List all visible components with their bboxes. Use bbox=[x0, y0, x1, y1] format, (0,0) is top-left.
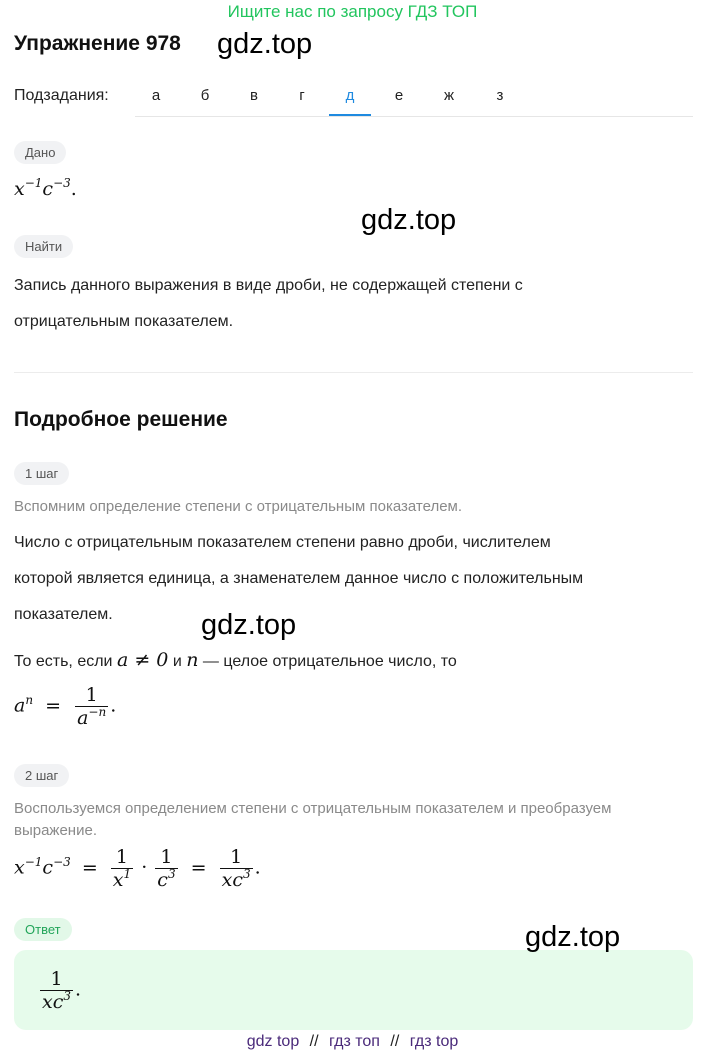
tab-d[interactable]: д bbox=[329, 78, 371, 116]
step1-formula: $a^n$ = $\frac{1}{a^{-n}}$ . bbox=[14, 684, 117, 729]
step1-line1: Число с отрицательным показателем степени равно дроби, числителем bbox=[14, 534, 551, 551]
step2-hint-line1: Воспользуемся определением степени с отрицательным показателем и преобразуем bbox=[14, 800, 612, 817]
answer-label: Ответ bbox=[14, 918, 72, 941]
find-label: Найти bbox=[14, 235, 73, 258]
answer-formula: $\frac{1}{xc^3}$ . bbox=[42, 968, 82, 1013]
footer-separator: // bbox=[390, 1033, 400, 1050]
search-banner: Ищите нас по запросу ГДЗ ТОП bbox=[227, 2, 478, 21]
step2-formula: $x^{-1}c^{-3}$ = $\frac{1}{x^1}$ · $\frac{1}{c^3}$ = $\frac{1}{xc^3}$ . bbox=[14, 846, 261, 891]
step1-label: 1 шаг bbox=[14, 462, 69, 485]
watermark: gdz.top bbox=[525, 921, 621, 953]
footer-links bbox=[0, 1033, 705, 1051]
step1-hint: Вспомним определение степени с отрицательным показателем. bbox=[14, 498, 463, 515]
page-title: Упражнение 978 bbox=[14, 32, 181, 55]
tab-g[interactable]: г bbox=[299, 87, 305, 104]
tab-zh[interactable]: ж bbox=[443, 87, 455, 104]
step1-line2: которой является единица, а знаменателем данное число с положительным bbox=[14, 570, 584, 587]
watermark: gdz.top bbox=[361, 204, 457, 236]
step2-hint-line2: выражение. bbox=[14, 822, 97, 839]
step1-line3: показателем. bbox=[14, 606, 113, 623]
tab-b[interactable]: б bbox=[200, 87, 210, 104]
watermark: gdz.top bbox=[217, 28, 313, 60]
answer-box bbox=[14, 950, 693, 1030]
footer-link-2[interactable]: гдз топ bbox=[329, 1033, 380, 1050]
subtasks-label: Подзадания: bbox=[14, 87, 109, 104]
solution-heading: Подробное решение bbox=[14, 408, 228, 431]
tab-v[interactable]: в bbox=[250, 87, 258, 104]
tab-z[interactable]: з bbox=[496, 87, 504, 104]
watermark: gdz.top bbox=[201, 609, 297, 641]
given-label: Дано bbox=[14, 141, 66, 164]
step1-condition: То есть, если a ≠ 0 и n — целое отрицательное число, то bbox=[14, 649, 457, 671]
step2-label: 2 шаг bbox=[14, 764, 69, 787]
footer-separator: // bbox=[309, 1033, 319, 1050]
given-expression: $x^{-1}c^{-3}$. bbox=[14, 176, 77, 200]
footer-link-1[interactable]: gdz top bbox=[246, 1033, 300, 1050]
find-text-line1: Запись данного выражения в виде дроби, не содержащей степени с bbox=[14, 277, 523, 294]
tab-a[interactable]: а bbox=[151, 87, 161, 104]
tab-e[interactable]: е bbox=[394, 87, 404, 104]
section-divider bbox=[14, 372, 693, 373]
subtask-tabs bbox=[135, 78, 693, 117]
footer-link-3[interactable]: гдз top bbox=[409, 1033, 459, 1050]
find-text-line2: отрицательным показателем. bbox=[14, 313, 234, 330]
